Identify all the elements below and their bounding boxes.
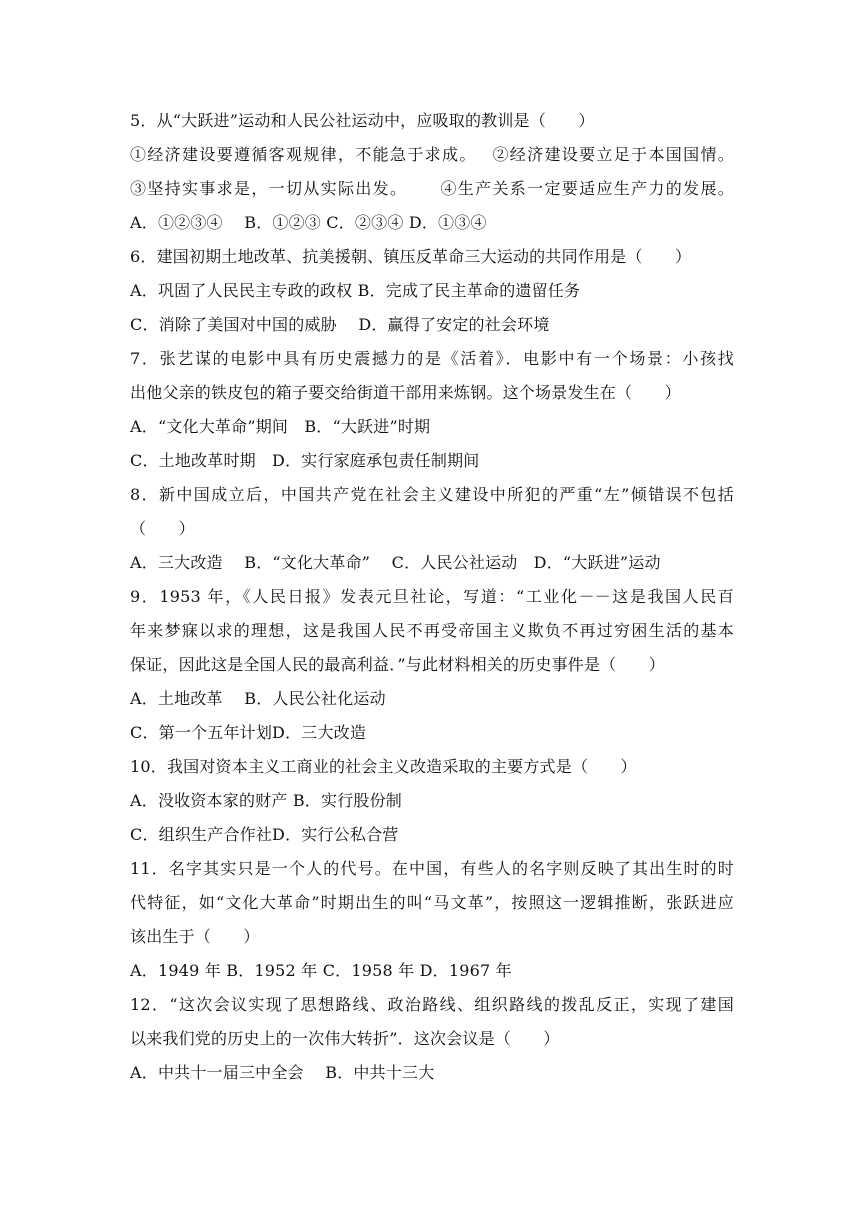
q11-stem-line-1: 11．名字其实只是一个人的代号。在中国，有些人的名字则反映了其出生时的时 (130, 859, 734, 878)
q12-stem-line-1: 12．“这次会议实现了思想路线、政治路线、组织路线的拨乱反正，实现了建国 (130, 995, 734, 1014)
q12-stem-line-2: 以来我们党的历史上的一次伟大转折”．这次会议是（ ） (130, 1029, 560, 1048)
q5-statement-3-4: ③坚持实事求是，一切从实际出发。 ④生产关系一定要适应生产力的发展。 (130, 179, 734, 198)
q9-stem-line-2: 年来梦寐以求的理想，这是我国人民不再受帝国主义欺负不再过穷困生活的基本 (130, 621, 734, 640)
q5-stem: 5．从“大跃进”运动和人民公社运动中，应吸取的教训是（ ） (130, 111, 595, 130)
q6-options-cd: C．消除了美国对中国的威胁 D．赢得了安定的社会环境 (130, 315, 550, 334)
q8-stem-line-1: 8．新中国成立后，中国共产党在社会主义建设中所犯的严重“左”倾错误不包括 (130, 485, 734, 504)
q6-stem: 6．建国初期土地改革、抗美援朝、镇压反革命三大运动的共同作用是（ ） (130, 247, 692, 266)
q10-options-ab: A．没收资本家的财产 B．实行股份制 (130, 791, 402, 810)
q9-stem-line-1: 9．1953 年，《人民日报》发表元旦社论，写道：“工业化－－这是我国人民百 (130, 587, 734, 606)
q7-options-cd: C．土地改革时期 D．实行家庭承包责任制期间 (130, 451, 480, 470)
q9-options-cd: C．第一个五年计划D．三大改造 (130, 723, 367, 742)
q12-options-ab: A．中共十一届三中全会 B．中共十三大 (130, 1063, 435, 1082)
q8-options: A．三大改造 B．“文化大革命” C．人民公社运动 D．“大跃进”运动 (130, 553, 661, 572)
q6-options-ab: A．巩固了人民民主专政的政权 B．完成了民主革命的遗留任务 (130, 281, 581, 300)
q8-stem-line-2: （ ） (130, 519, 195, 538)
q11-stem-line-3: 该出生于（ ） (130, 927, 260, 946)
q9-stem-line-3: 保证，因此这是全国人民的最高利益．”与此材料相关的历史事件是（ ） (130, 655, 665, 674)
q10-stem: 10．我国对资本主义工商业的社会主义改造采取的主要方式是（ ） (130, 757, 637, 776)
q11-options: A．1949 年 B．1952 年 C．1958 年 D．1967 年 (130, 961, 512, 980)
q7-stem-line-1: 7．张艺谋的电影中具有历史震撼力的是《活着》．电影中有一个场景：小孩找 (130, 349, 734, 368)
q7-stem-line-2: 出他父亲的铁皮包的箱子要交给街道干部用来炼钢。这个场景发生在（ ） (130, 383, 681, 402)
q5-statement-1-2: ①经济建设要遵循客观规律，不能急于求成。 ②经济建设要立足于本国国情。 (130, 145, 734, 164)
q10-options-cd: C．组织生产合作社D．实行公私合营 (130, 825, 399, 844)
q11-stem-line-2: 代特征，如“文化大革命”时期出生的叫“马文革”，按照这一逻辑推断，张跃进应 (130, 893, 734, 912)
q5-options: A．①②③④ B．①②③ C．②③④ D．①③④ (130, 213, 487, 232)
q7-options-ab: A．“文化大革命”期间 B．“大跃进”时期 (130, 417, 431, 436)
q9-options-ab: A．土地改革 B．人民公社化运动 (130, 689, 386, 708)
